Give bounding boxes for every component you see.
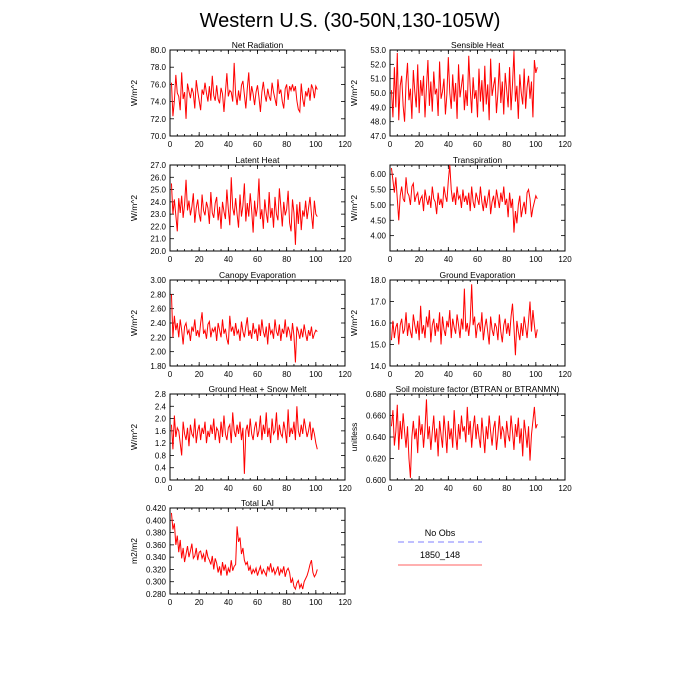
y-axis-label: W/m^2 [129,423,139,451]
x-tick-label: 80 [502,140,512,149]
x-tick-label: 0 [387,255,393,264]
x-tick-label: 0 [167,370,173,379]
x-tick-label: 0 [167,484,173,493]
plot-frame [170,280,345,366]
legend-label-no-obs: No Obs [424,528,456,538]
y-tick-label: 20.0 [150,247,166,256]
x-tick-label: 60 [473,484,482,493]
y-tick-label: 70.0 [150,132,166,141]
series-line-1850-148 [171,177,317,245]
x-tick-label: 40 [223,598,233,607]
y-tick-label: 18.0 [370,276,386,285]
y-tick-label: 74.0 [150,97,166,107]
chart-ground-heat-snow-melt [125,384,355,499]
series-line-1850-148 [391,51,537,121]
x-tick-label: 0 [387,370,393,379]
x-tick-label: 120 [558,140,572,149]
y-tick-label: 27.0 [150,161,166,170]
y-tick-label: 1.2 [154,439,166,449]
y-tick-label: 1.80 [150,362,166,371]
y-tick-label: 5.00 [370,200,386,210]
panel-title: Canopy Evaporation [218,270,297,280]
y-axis-label: W/m^2 [349,309,359,337]
y-axis-label: W/m^2 [349,194,359,222]
y-tick-label: 0.600 [365,476,386,485]
x-tick-label: 80 [502,255,512,264]
x-tick-label: 40 [443,484,453,493]
y-tick-label: 0.640 [365,433,386,442]
series-line-1850-148 [171,513,317,589]
x-tick-label: 40 [223,370,233,379]
x-tick-label: 60 [473,370,482,379]
x-tick-label: 0 [387,484,393,493]
x-tick-label: 100 [309,598,323,607]
y-axis-label: unitless [349,422,359,452]
y-tick-label: 0.8 [154,451,166,461]
y-tick-label: 4.00 [370,231,386,241]
y-tick-label: 15.0 [370,340,386,350]
y-tick-label: 2.80 [150,290,166,300]
x-tick-label: 80 [282,370,292,379]
panel-title: Ground Heat + Snow Melt [208,384,307,394]
y-tick-label: 0.680 [365,390,386,399]
panel-title: Transpiration [452,155,503,165]
x-tick-label: 120 [338,255,352,264]
x-tick-label: 20 [194,255,204,264]
x-tick-label: 20 [414,370,424,379]
y-tick-label: 80.0 [150,46,166,55]
y-tick-label: 50.0 [370,89,386,98]
y-tick-label: 2.8 [154,390,166,399]
y-tick-label: 14.0 [370,362,386,371]
panel-title: Soil moisture factor (BTRAN or BTRANMN) [395,384,560,394]
y-tick-label: 2.40 [150,319,166,328]
y-tick-label: 2.4 [154,402,166,412]
y-tick-label: 16.0 [370,319,386,328]
legend [395,528,485,578]
y-tick-label: 25.0 [150,185,166,195]
legend-swatch-1850-148 [395,562,485,568]
chart-latent-heat [125,155,355,270]
x-tick-label: 100 [309,370,323,379]
series-line-1850-148 [391,165,537,233]
page-title: Western U.S. (30-50N,130-105W) [199,10,501,32]
y-tick-label: 0.320 [145,565,166,575]
x-tick-label: 100 [529,370,543,379]
y-tick-label: 24.0 [150,197,166,207]
x-tick-label: 120 [558,370,572,379]
y-tick-label: 52.0 [370,60,386,70]
y-tick-label: 2.20 [150,333,166,343]
y-tick-label: 21.0 [150,234,166,244]
x-tick-label: 60 [473,140,482,149]
y-tick-label: 49.0 [370,103,386,113]
x-tick-label: 120 [558,255,572,264]
chart-net-radiation [125,40,355,155]
x-tick-label: 0 [167,598,173,607]
x-tick-label: 40 [443,140,453,149]
panel-title: Latent Heat [235,155,280,165]
y-tick-label: 22.0 [150,222,166,232]
x-tick-label: 20 [194,484,204,493]
panel-title: Sensible Heat [451,40,504,50]
x-tick-label: 100 [529,255,543,264]
y-tick-label: 53.0 [370,46,386,55]
x-tick-label: 120 [558,484,572,493]
y-tick-label: 0.400 [145,516,166,526]
x-tick-label: 100 [309,484,323,493]
series-line-1850-148 [171,63,317,119]
plot-frame [170,50,345,136]
y-tick-label: 2.00 [150,347,166,357]
y-tick-label: 0.340 [145,553,166,563]
panel-title: Total LAI [240,498,275,508]
x-tick-label: 20 [414,255,424,264]
chart-transpiration [345,155,575,270]
x-tick-label: 120 [338,140,352,149]
y-tick-label: 0.4 [154,463,166,473]
y-tick-label: 5.50 [370,185,386,195]
x-tick-label: 20 [194,370,204,379]
x-tick-label: 40 [443,255,453,264]
y-tick-label: 17.0 [370,297,386,307]
y-tick-label: 26.0 [150,173,166,183]
plot-frame [390,165,565,251]
y-tick-label: 23.0 [150,210,166,220]
series-line-1850-148 [391,284,537,355]
y-axis-label: W/m^2 [129,79,139,107]
series-line-1850-148 [171,406,317,474]
x-tick-label: 0 [167,140,173,149]
y-tick-label: 2.0 [154,414,166,424]
chart-soil-moisture-factor [345,384,575,499]
plot-frame [390,280,565,366]
x-tick-label: 20 [194,598,204,607]
x-tick-label: 40 [223,255,233,264]
x-tick-label: 40 [223,140,233,149]
y-tick-label: 3.00 [150,276,166,285]
x-tick-label: 60 [253,255,262,264]
x-tick-label: 40 [223,484,233,493]
y-tick-label: 78.0 [150,63,166,73]
x-tick-label: 40 [443,370,453,379]
panel-title: Net Radiation [231,40,284,50]
x-tick-label: 60 [253,598,262,607]
y-tick-label: 6.00 [370,170,386,180]
y-tick-label: 76.0 [150,80,166,90]
y-axis-label: W/m^2 [129,194,139,222]
plot-frame [390,394,565,480]
y-tick-label: 0.300 [145,577,166,587]
y-tick-label: 48.0 [370,117,386,127]
panel-title: Ground Evaporation [439,270,516,280]
y-axis-label: W/m^2 [349,79,359,107]
y-tick-label: 4.50 [370,216,386,226]
x-tick-label: 20 [414,140,424,149]
x-tick-label: 0 [387,140,393,149]
x-tick-label: 80 [282,140,292,149]
x-tick-label: 100 [529,484,543,493]
x-tick-label: 80 [502,370,512,379]
y-tick-label: 51.0 [370,74,386,84]
x-tick-label: 80 [282,484,292,493]
x-tick-label: 0 [167,255,173,264]
y-tick-label: 0.620 [365,454,386,464]
x-tick-label: 100 [529,140,543,149]
y-tick-label: 0.660 [365,411,386,421]
x-tick-label: 60 [253,370,262,379]
y-axis-label: m2/m2 [129,538,139,564]
x-tick-label: 100 [309,255,323,264]
y-tick-label: 2.60 [150,304,166,314]
x-tick-label: 60 [253,140,262,149]
y-tick-label: 72.0 [150,114,166,124]
y-tick-label: 0.420 [145,504,166,513]
x-tick-label: 120 [338,598,352,607]
legend-label-1850-148: 1850_148 [419,550,461,560]
chart-canopy-evaporation [125,270,355,385]
y-tick-label: 47.0 [370,132,386,141]
x-tick-label: 80 [282,598,292,607]
legend-swatch-no-obs [395,539,485,545]
x-tick-label: 80 [502,484,512,493]
y-tick-label: 1.6 [154,426,166,436]
x-tick-label: 60 [473,255,482,264]
x-tick-label: 100 [309,140,323,149]
x-tick-label: 120 [338,484,352,493]
series-line-1850-148 [171,294,317,362]
y-axis-label: W/m^2 [129,309,139,337]
y-tick-label: 0.360 [145,540,166,550]
y-tick-label: 0.280 [145,590,166,599]
x-tick-label: 60 [253,484,262,493]
x-tick-label: 20 [414,484,424,493]
y-tick-label: 0.0 [154,476,166,485]
chart-total-lai [125,498,355,613]
chart-sensible-heat [345,40,575,155]
x-tick-label: 80 [282,255,292,264]
chart-ground-evaporation [345,270,575,385]
series-line-1850-148 [391,399,537,477]
x-tick-label: 20 [194,140,204,149]
x-tick-label: 120 [338,370,352,379]
y-tick-label: 0.380 [145,528,166,538]
